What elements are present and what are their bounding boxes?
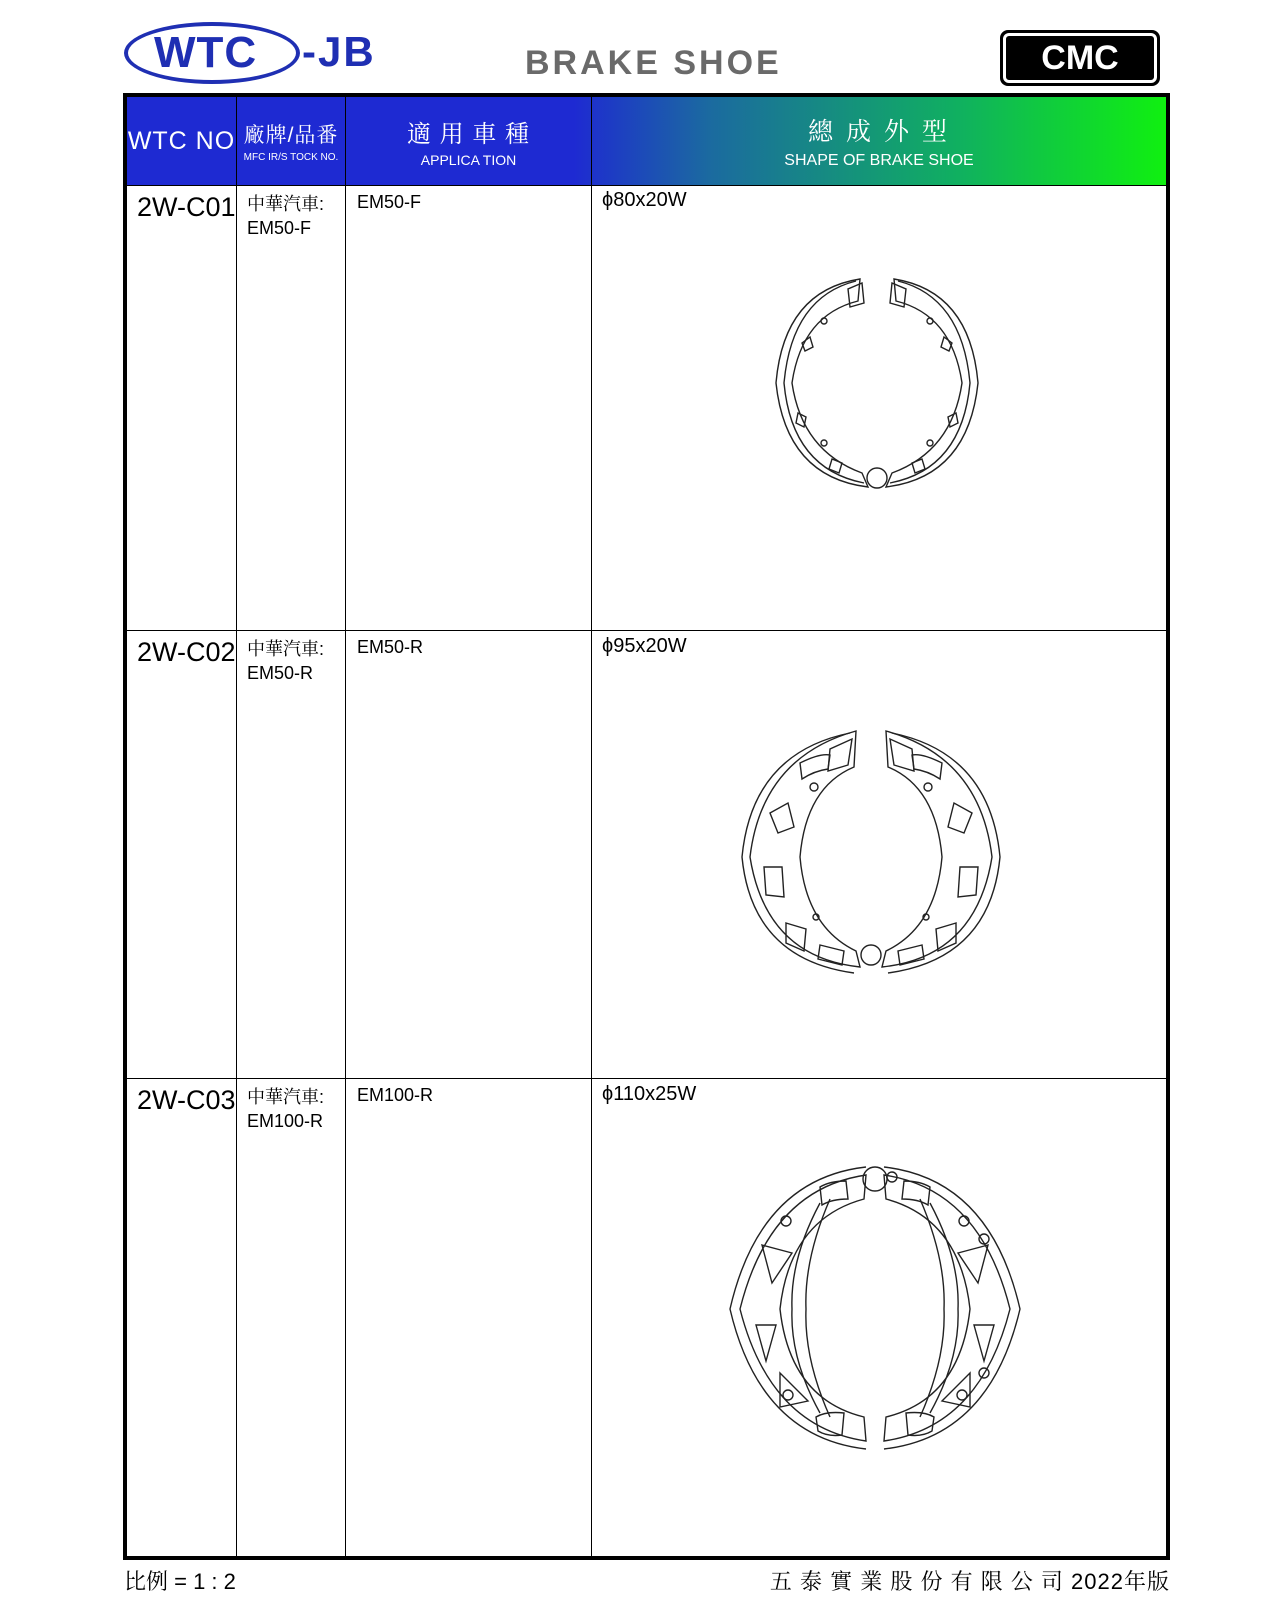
brake-shoe-medium-icon bbox=[736, 727, 1006, 977]
column-header-brand-label: 廠牌/品番 bbox=[243, 124, 339, 147]
application-cell: EM50-R bbox=[357, 637, 424, 657]
column-header-application bbox=[346, 97, 591, 185]
column-header-no bbox=[127, 97, 236, 185]
size-label: ϕ80x20W bbox=[602, 189, 687, 211]
column-divider bbox=[591, 97, 592, 1556]
application-cell: EM50-F bbox=[357, 192, 422, 212]
brand-maker: 中華汽車: bbox=[247, 1087, 325, 1107]
wtc-jb-logo bbox=[122, 20, 392, 92]
brand-badge bbox=[1000, 30, 1160, 86]
table-header bbox=[127, 97, 1166, 185]
column-header-application-label: 適 用 車 種 bbox=[406, 121, 530, 148]
column-divider bbox=[345, 97, 346, 1556]
brand-stock: EM100-R bbox=[247, 1111, 324, 1131]
application-cell: EM100-R bbox=[357, 1085, 434, 1105]
column-header-brand bbox=[237, 97, 345, 185]
column-header-no-label: WTC NO bbox=[127, 126, 236, 155]
column-header-shape bbox=[592, 97, 1166, 185]
logo-suffix: -JB bbox=[302, 28, 376, 75]
brand-stock: EM50-F bbox=[247, 218, 312, 238]
column-header-brand-sub: MFC IR/S TOCK NO. bbox=[243, 152, 339, 163]
brake-shoe-large-icon bbox=[720, 1159, 1030, 1457]
column-header-shape-sub: SHAPE OF BRAKE SHOE bbox=[784, 152, 974, 169]
scale-label: 比例 = 1 : 2 bbox=[124, 1569, 236, 1594]
brake-shoe-table bbox=[123, 93, 1170, 1560]
brand-cell bbox=[247, 1085, 324, 1133]
wtc-no: 2W-C01 bbox=[137, 192, 236, 222]
brand-cell bbox=[247, 637, 324, 685]
page-title: BRAKE SHOE bbox=[525, 44, 782, 82]
wtc-no: 2W-C03 bbox=[137, 1085, 236, 1115]
column-header-shape-label: 總 成 外 型 bbox=[808, 118, 950, 146]
column-header-application-sub: APPLICA TION bbox=[420, 152, 517, 168]
brand-badge-label: CMC bbox=[1003, 33, 1157, 83]
row-divider bbox=[127, 630, 1166, 631]
brand-stock: EM50-R bbox=[247, 663, 314, 683]
company-label: 五 泰 實 業 股 份 有 限 公 司 2022年版 bbox=[769, 1569, 1170, 1594]
brand-maker: 中華汽車: bbox=[247, 639, 325, 659]
wtc-no: 2W-C02 bbox=[137, 637, 236, 667]
size-label: ϕ110x25W bbox=[602, 1083, 697, 1105]
size-label: ϕ95x20W bbox=[602, 635, 687, 657]
brake-shoe-small-icon bbox=[762, 273, 992, 493]
row-divider bbox=[127, 1078, 1166, 1079]
row-divider bbox=[127, 185, 1166, 186]
column-divider bbox=[236, 97, 237, 1556]
logo-text: WTC bbox=[154, 28, 258, 77]
brand-maker: 中華汽車: bbox=[247, 194, 325, 214]
brand-cell bbox=[247, 192, 324, 240]
